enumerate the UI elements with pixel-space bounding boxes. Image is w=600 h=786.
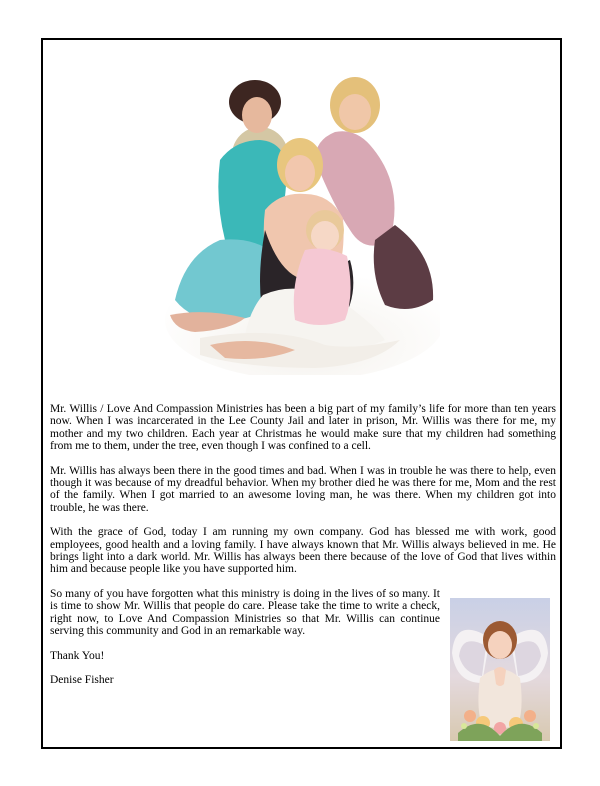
- letter-paragraph-4: So many of you have forgotten what this ministry is doing in the lives of so many. It is time to show Mr. Willis that people do care. Please take the time to write a check, right now, to Love And Compassion Ministries so that Mr. Willis can continue serving this community and God in an remarkable way.: [50, 587, 440, 638]
- letter-paragraph-1: Mr. Willis / Love And Compassion Ministries has been a big part of my family’s life for more than ten years now. When I was incarcerated in the Lee County Jail and later in prison, Mr. Willis was there for me, my mother and my two children. Each year at Christmas he would make sure that my children had something from me to them, under the tree, even though I was confined to a cell.: [50, 403, 556, 453]
- letter-paragraph-3: With the grace of God, today I am running my own company. God has blessed me with work, good employees, good health and a loving family. I have always known that Mr. Willis always believed in me. He brings light into a dark world. Mr. Willis has always been there because of the love of God that lives within him and because people like you have supported him.: [50, 526, 556, 576]
- letter-paragraph-2: Mr. Willis has always been there in the good times and bad. When I was in trouble he was there to help, even though it was because of my dreadful behavior. When my brother died he was there for me, Mom and the rest of the family. When I got married to an awesome loving man, he was there. When my children got into trouble, he was there.: [50, 464, 556, 514]
- family-photo: [165, 70, 440, 375]
- angel-picture: [450, 598, 550, 741]
- closing-text: Thank You!: [50, 649, 105, 662]
- signature-name: Denise Fisher: [50, 673, 114, 686]
